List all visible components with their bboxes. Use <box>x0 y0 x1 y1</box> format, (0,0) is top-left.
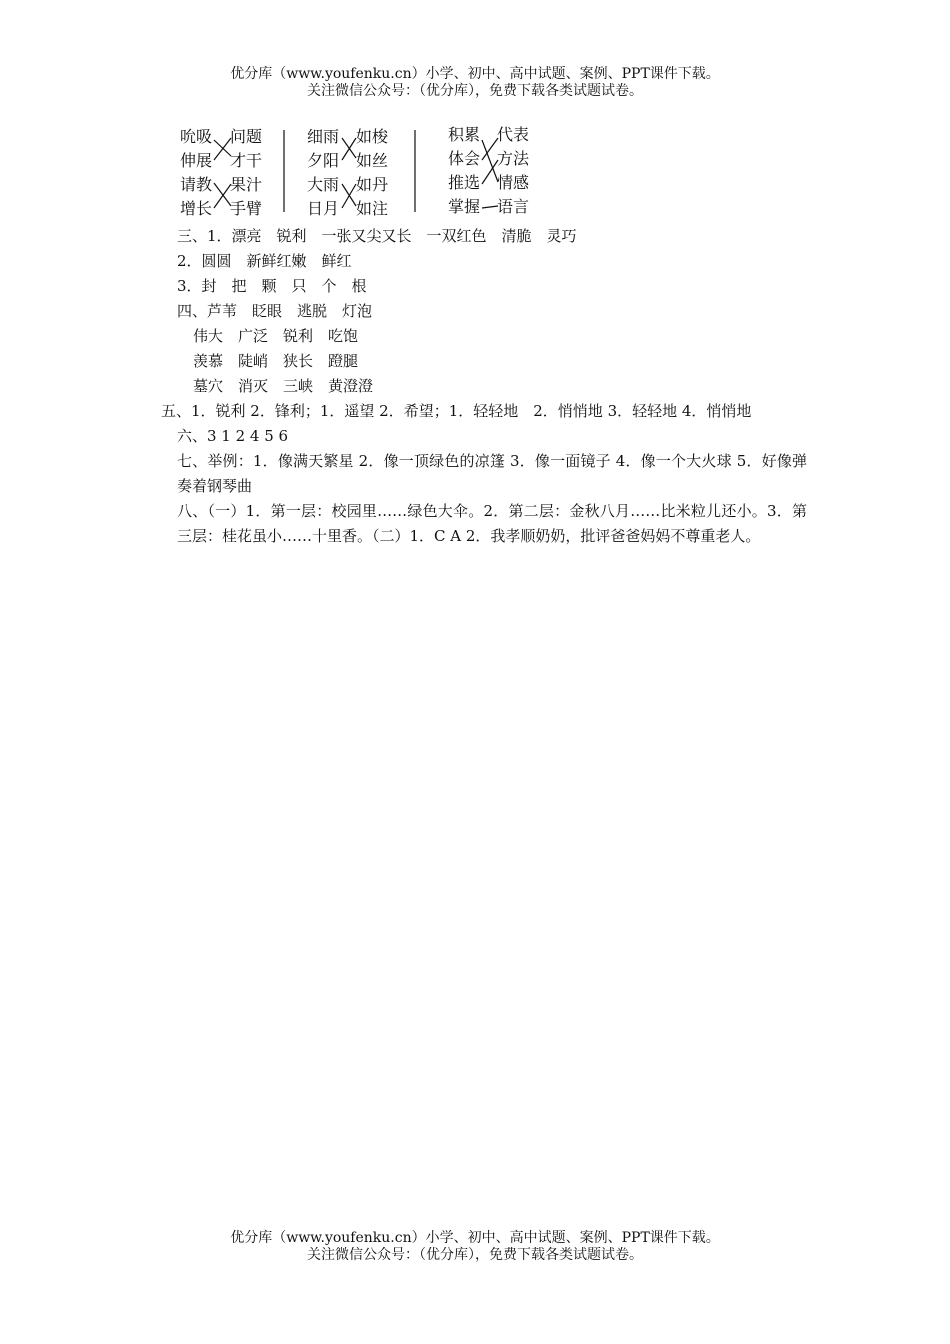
match-word: 方法 <box>497 149 530 168</box>
match-word: 如丹 <box>356 175 389 194</box>
answer-line: 3．封 把 颗 只 个 根 <box>177 277 367 295</box>
match-word: 伸展 <box>180 151 213 170</box>
match-word: 如梭 <box>356 127 389 146</box>
match-word: 请教 <box>180 175 213 194</box>
answer-line: 三、1．漂亮 锐利 一张又尖又长 一双红色 清脆 灵巧 <box>177 227 577 245</box>
answer-paragraph: 五、1．锐利 2．锋利；1．遥望 2．希望；1．轻轻地 2．悄悄地 3．轻轻地 4．悄悄地 <box>161 402 752 420</box>
page-footer <box>0 1230 950 1264</box>
match-word: 体会 <box>448 149 481 168</box>
match-word: 掌握 <box>448 197 481 216</box>
match-word: 情感 <box>497 173 530 192</box>
footer-line-1: 优分库（www.youfenku.cn）小学、初中、高中试题、案例、PPT课件下载。 <box>230 1230 720 1246</box>
match-word: 如丝 <box>356 151 389 170</box>
header-line-2: 关注微信公众号：（优分库），免费下载各类试题试卷。 <box>307 83 643 99</box>
footer-line-2: 关注微信公众号：（优分库），免费下载各类试题试卷。 <box>307 1247 643 1263</box>
match-word: 问题 <box>230 127 263 146</box>
match-word: 代表 <box>497 125 530 144</box>
answer-line: 墓穴 消灭 三峡 黄澄澄 <box>193 377 374 395</box>
answer-paragraph: 八、（一）1．第一层：校园里……绿色大伞。2．第二层：金秋八月……比米粒儿还小。3．第三层：桂花虽小……十里香。（二）1．C A 2．我孝顺奶奶，批评爸爸妈妈不尊重老人。 <box>177 502 807 545</box>
match-word: 吮吸 <box>180 127 213 146</box>
answer-line: 六、3 1 2 4 5 6 <box>177 427 289 445</box>
answer-paragraph: 七、举例：1．像满天繁星 2．像一顶绿色的凉篷 3．像一面镜子 4．像一个大火球 5．好像弹奏着钢琴曲 <box>177 452 807 495</box>
match-word: 细雨 <box>307 127 340 146</box>
answer-line: 伟大 广泛 锐利 吃饱 <box>193 327 359 345</box>
word-matching-figure <box>0 118 950 228</box>
match-word: 语言 <box>497 197 530 216</box>
header-line-1: 优分库（www.youfenku.cn）小学、初中、高中试题、案例、PPT课件下载。 <box>230 66 720 82</box>
match-word: 才干 <box>230 151 263 170</box>
match-word: 如注 <box>356 199 389 218</box>
match-word: 日月 <box>307 199 340 218</box>
match-word: 大雨 <box>307 175 340 194</box>
match-word: 推选 <box>448 173 481 192</box>
answer-line: 羡慕 陡峭 狭长 蹬腿 <box>193 352 359 370</box>
match-word: 果汁 <box>230 175 263 194</box>
answer-line: 2．圆圆 新鲜红嫩 鲜红 <box>177 252 352 270</box>
page-header <box>0 66 950 100</box>
match-word: 增长 <box>180 199 213 218</box>
answer-line: 四、芦苇 眨眼 逃脱 灯泡 <box>177 302 373 320</box>
answer-section <box>145 224 807 549</box>
match-word: 夕阳 <box>307 151 340 170</box>
match-word: 积累 <box>448 125 481 144</box>
match-word: 手臂 <box>230 199 263 218</box>
